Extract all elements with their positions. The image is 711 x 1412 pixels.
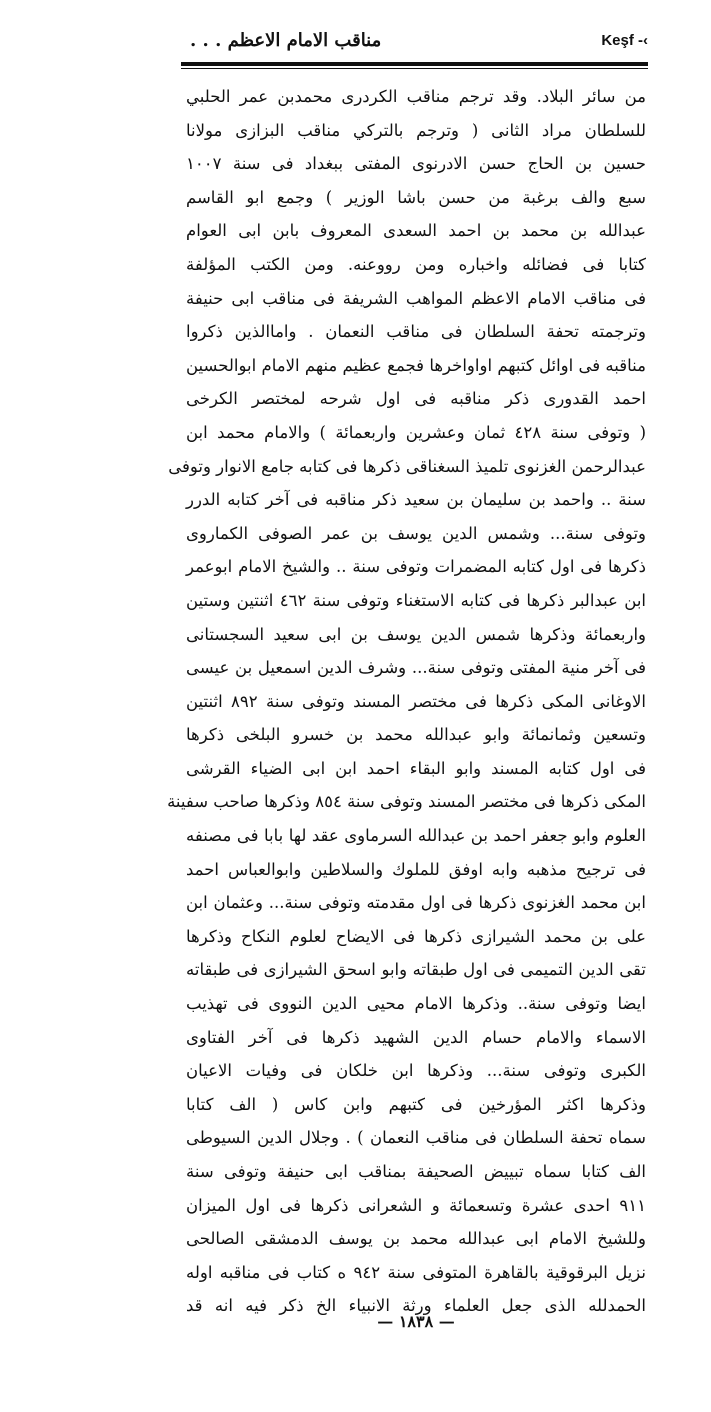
text-line: عبدالله بن محمد بن احمد السعدى المعروف بابن ابى العوام — [186, 221, 646, 241]
text-line: الاوغانى المكى ذكرها فى مختصر المسند وتوفى سنة ٨٩٢ اثنتين — [186, 691, 646, 711]
text-line: فى مناقب الامام الاعظم المواهب الشريفة فى مناقب ابى حنيفة — [186, 288, 646, 308]
text-line: العلوم وابو جعفر احمد بن عبدالله السرماوى عقد لها بابا فى مصنفه — [186, 826, 646, 846]
page-number: — ١٨٣٨ — — [377, 1312, 455, 1331]
text-line: فى ترجيح مذهبه وابه اوفق للملوك والسلاطين وابوالعباس احمد — [186, 859, 646, 879]
text-line: ٩١١ احدى عشرة وتسعمائة و الشعرانى ذكرها فى اول الميزان — [186, 1195, 646, 1215]
text-line: الف كتابا سماه تبييض الصحيفة بمناقب ابى حنيفة وتوفى سنة — [186, 1162, 646, 1181]
text-line: وللشيخ الامام ابى عبدالله محمد بن يوسف الدمشقى الصالحى — [186, 1229, 646, 1249]
text-line: من سائر البلاد. وقد ترجم مناقب الكردرى محمدبن عمر الحلبي — [186, 87, 646, 106]
text-line: الاسماء والامام حسام الدين الشهيد ذكرها فى آخر الفتاوى — [186, 1027, 646, 1047]
text-line: وترجمته تحفة السلطان فى مناقب النعمان . واماالذين ذكروا — [186, 322, 646, 342]
text-line: عبدالرحمن الغزنوى تلميذ السغناقى ذكرها فى كتابه جامع الانوار وتوفى — [168, 456, 646, 476]
text-line: احمد القدورى ذكر مناقبه فى اول شرحه لمختصر الكرخى — [186, 389, 646, 409]
text-line: ابن محمد الغزنوى ذكرها فى اول مقدمته وتوفى سنة... وعثمان ابن — [186, 893, 646, 913]
running-title: مناقب الامام الاعظم . . . — [190, 30, 382, 51]
text-line: سبع والف برغبة من حسن باشا الوزير ) وجمع ابو القاسم — [186, 187, 646, 207]
text-line: مناقبه فى اوائل كتبهم اواواخرها فجمع عظيم منهم الامام ابوالحسين — [186, 355, 646, 375]
text-line: ابن عبدالبر ذكرها فى كتابه الاستغناء وتوفى سنة ٤٦٢ اثنتين وستين — [186, 590, 646, 610]
text-line: المكى ذكرها فى مختصر المسند وتوفى سنة ٨٥٤ وذكرها صاحب سفينة — [167, 792, 646, 812]
text-line: حسين بن الحاج حسن الادرنوى المفتى ببغداد فى سنة ١٠٠٧ — [186, 154, 646, 174]
header-rule-thin — [181, 68, 648, 69]
text-line: فى آخر منية المفتى وتوفى سنة... وشرف الدين اسمعيل بن عيسى — [186, 658, 646, 678]
text-line: واربعمائة وذكرها شمس الدين يوسف بن ابى سعيد السجستانى — [186, 624, 646, 644]
text-line: الحمدلله الذى جعل العلماء ورثة الانبياء الخ ذكر فيه انه قد — [186, 1296, 646, 1316]
text-line: ذكرها فى اول كتابه المضمرات وتوفى سنة .. والشيخ الامام ابوعمر — [186, 557, 646, 577]
text-line: للسلطان مراد الثانى ( وترجم بالتركي مناقب البزازى مولانا — [186, 120, 646, 140]
text-line: على بن محمد الشيرازى ذكرها فى الايضاح لعلوم النكاح وذكرها — [186, 926, 646, 946]
text-line: ايضا وتوفى سنة.. وذكرها الامام محيى الدين النووى فى تهذيب — [186, 994, 646, 1014]
text-line: وذكرها اكثر المؤرخين فى كتبهم وابن كاس ( الف كتابا — [186, 1094, 646, 1114]
text-line: تقى الدين التميمى فى اول طبقاته وابو اسحق الشيرازى فى طبقاته — [186, 960, 646, 980]
text-line: وتسعين وثمانمائة وابو عبدالله محمد بن خسرو البلخى ذكرها — [186, 725, 646, 745]
text-line: سماه تحفة السلطان فى مناقب النعمان ) . وجلال الدين السيوطى — [186, 1128, 646, 1148]
text-line: سنة .. واحمد بن سليمان بن سعيد ذكر مناقبه فى آخر كتابه الدرر — [186, 490, 646, 510]
body-text — [167, 80, 647, 1323]
text-line: فى اول كتابه المسند وابو البقاء احمد ابن ابى الضياء القرشى — [186, 758, 646, 778]
text-line: وتوفى سنة... وشمس الدين يوسف بن عمر الصوفى الكماروى — [186, 523, 646, 543]
text-line: كتابا فى فضائله واخباره ومن رووعنه. ومن الكتب المؤلفة — [186, 254, 646, 274]
running-header — [184, 28, 648, 62]
text-line: ( وتوفى سنة ٤٢٨ ثمان وعشرين واربعمائة ) والامام محمد ابن — [186, 422, 646, 442]
header-rule-thick — [181, 62, 648, 66]
text-line: الكبرى وتوفى سنة... وذكرها ابن خلكان فى وفيات الاعيان — [186, 1061, 646, 1081]
text-line: نزيل البرقوقية بالقاهرة المتوفى سنة ٩٤٢ ه كتاب فى مناقبه اوله — [186, 1262, 647, 1282]
section-label: Keşf -‹ — [601, 32, 648, 49]
